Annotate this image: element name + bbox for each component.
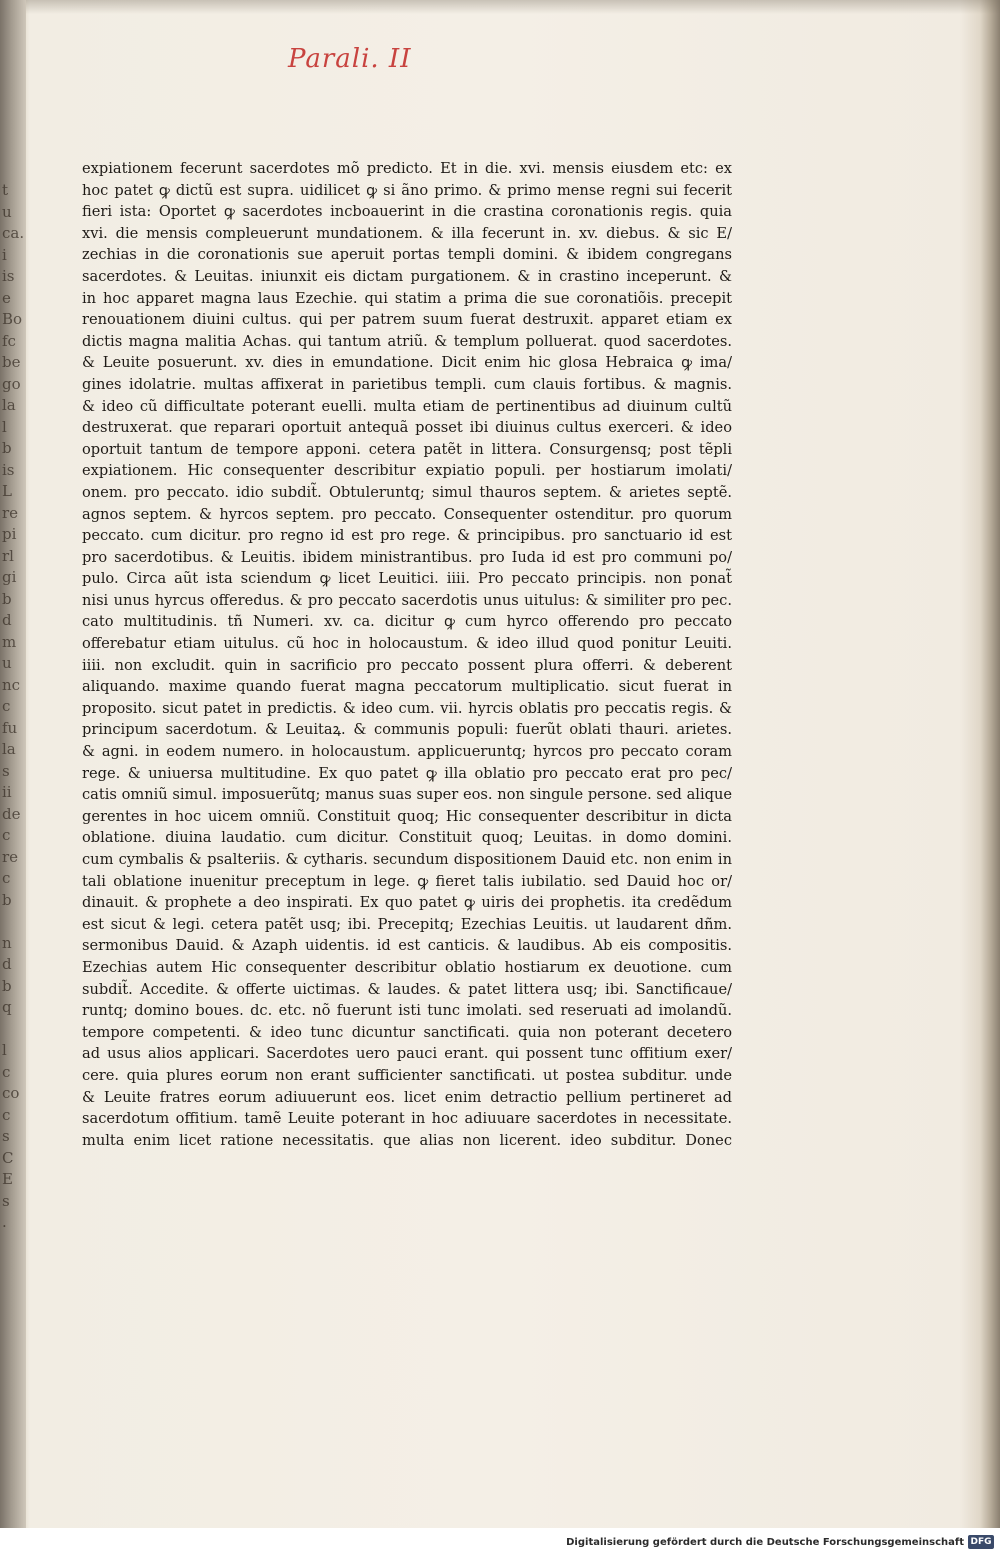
text-line: & ideo cũ difficultate poterant euelli. multa etiam de pertinentibus ad diuinum cultũ <box>82 397 732 415</box>
text-line: gerentes in hoc uicem omniũ. Constituit quoq; Hic consequenter describitur in dicta <box>82 807 732 825</box>
running-head: Parali. II <box>288 44 412 74</box>
text-line: pro sacerdotibus. & Leuitis. ibidem ministrantibus. pro Iuda id est pro communi po/ <box>82 548 732 566</box>
text-line: destruxerat. que reparari oportuit antequã posset ibi diuinus cultus exerceri. & ideo <box>82 419 732 437</box>
text-line: proposito. sicut patet in predictis. & ideo cum. vii. hyrcis oblatis pro peccatis regis. & <box>82 699 732 717</box>
text-line: sermonibus Dauid. & Azaph uidentis. id est canticis. & laudibus. Ab eis compositis. <box>82 937 732 955</box>
text-line: pulo. Circa aũt ista sciendum ꝙ licet Leuitici. iiii. Pro peccato principis. non ponat̃ <box>82 570 732 588</box>
text-line: zechias in die coronationis sue aperuit portas templi domini. & ibidem congregans <box>82 246 732 264</box>
text-line: aliquando. maxime quando fuerat magna peccatorum multiplicatio. sicut fuerat in <box>82 678 732 696</box>
text-line: multa enim licet ratione necessitatis. que alias non licerent. ideo subditur. Donec <box>82 1131 732 1149</box>
text-line: in hoc apparet magna laus Ezechie. qui statim a prima die sue coronatiõis. precepit <box>82 289 732 307</box>
text-line: sacerdotes. & Leuitas. iniunxit eis dictam purgationem. & in crastino inceperunt. & <box>82 267 732 285</box>
text-line: sacerdotum offitium. tamẽ Leuite poterant in hoc adiuuare sacerdotes in necessitate. <box>82 1110 732 1128</box>
text-line: dictis magna malitia Achas. qui tantum atriũ. & templum polluerat. quod sacerdotes. <box>82 332 732 350</box>
funding-note: Digitalisierung gefördert durch die Deutsche Forschungsgemeinschaft <box>566 1537 964 1548</box>
text-line: ad usus alios applicari. Sacerdotes uero pauci erant. qui possent tunc offitium exer/ <box>82 1045 732 1063</box>
text-line: oportuit tantum de tempore apponi. cetera patẽt in littera. Consurgensq; post tẽpli <box>82 440 732 458</box>
text-line: renouationem diuini cultus. qui per patrem suum fuerat destruxit. apparet etiam ex <box>82 311 732 329</box>
text-line: iiii. non excludit. quin in sacrificio pro peccato possent plura offerri. & deberent <box>82 656 732 674</box>
text-line: oblatione. diuina laudatio. cum dicitur. Constituit quoq; Leuitas. in domo domini. <box>82 829 732 847</box>
footer-bar <box>0 1528 1000 1556</box>
text-line: offerebatur etiam uitulus. cũ hoc in holocaustum. & ideo illud quod ponitur Leuiti. <box>82 635 732 653</box>
text-line: peccato. cum dicitur. pro regno id est pro rege. & principibus. pro sanctuario id est <box>82 527 732 545</box>
text-line: onem. pro peccato. idio subdit̃. Obtuleruntq; simul thauros septem. & arietes septẽ. <box>82 483 732 501</box>
text-line: agnos septem. & hyrcos septem. pro peccato. Consequenter ostenditur. pro quorum <box>82 505 732 523</box>
text-line: tali oblatione inuenitur preceptum in lege. ꝙ fieret talis iubilatio. sed Dauid hoc or/ <box>82 872 732 890</box>
text-line: tempore competenti. & ideo tunc dicuntur sanctificati. quia non poterant decetero <box>82 1023 732 1041</box>
facing-page-edge <box>0 0 26 1528</box>
text-line: subdit̃. Accedite. & offerte uictimas. & laudes. & patet littera usq; ibi. Sanctificaue/ <box>82 980 732 998</box>
text-line: rege. & uniuersa multitudine. Ex quo patet ꝙ illa oblatio pro peccato erat pro pec/ <box>82 764 732 782</box>
dfg-logo-icon: DFG <box>968 1535 994 1549</box>
text-line: principum sacerdotum. & Leuitaꝝ. & communis populi: fuerũt oblati thauri. arietes. <box>82 721 732 739</box>
text-line: & agni. in eodem numero. in holocaustum. applicueruntq; hyrcos pro peccato coram <box>82 743 732 761</box>
text-line: catis omniũ simul. imposuerũtq; manus suas super eos. non singule persone. sed alique <box>82 786 732 804</box>
text-line: fieri ista: Oportet ꝙ sacerdotes incboauerint in die crastina coronationis regis. quia <box>82 203 732 221</box>
text-line: xvi. die mensis compleuerunt mundationem. & illa fecerunt in. xv. diebus. & sic E/ <box>82 224 732 242</box>
text-line: cum cymbalis & psalteriis. & cytharis. secundum dispositionem Dauid etc. non enim in <box>82 851 732 868</box>
text-line: dinauit. & prophete a deo inspirati. Ex quo patet ꝙ uiris dei prophetis. ita credẽdum <box>82 894 732 912</box>
facing-page-text-fragments: t u ca. i is e Bo fc be go la l b is L re pi rl gi b d m u nc c fu la s ii de c re c b n d b q l c co c s C E s . <box>2 181 24 1231</box>
text-line: gines idolatrie. multas affixerat in parietibus templi. cum clauis fortibus. & magnis. <box>82 375 732 393</box>
text-line: runtq; domino boues. dc. etc. nõ fuerunt isti tunc imolati. sed reseruati ad imolandũ. <box>82 1002 732 1020</box>
text-line: expiationem fecerunt sacerdotes mõ predicto. Et in die. xvi. mensis eiusdem etc: ex <box>82 160 732 177</box>
body-text <box>82 158 732 1151</box>
text-line: hoc patet ꝙ dictũ est supra. uidilicet ꝙ si ãno primo. & primo mense regni sui fecerit <box>82 181 732 199</box>
text-line: & Leuite fratres eorum adiuuerunt eos. licet enim detractio pellium pertineret ad <box>82 1088 732 1106</box>
text-line: nisi unus hyrcus offeredus. & pro peccato sacerdotis unus uitulus: & similiter pro pec. <box>82 591 732 609</box>
text-line: est sicut & legi. cetera patẽt usq; ibi. Precepitq; Ezechias Leuitis. ut laudarent dñm. <box>82 915 732 933</box>
text-line: Ezechias autem Hic consequenter describitur oblatio hostiarum ex deuotione. cum <box>82 958 732 976</box>
text-line: cato multitudinis. tñ Numeri. xv. ca. dicitur ꝙ cum hyrco offerendo pro peccato <box>82 613 732 631</box>
text-line: expiationem. Hic consequenter describitur expiatio populi. per hostiarum imolati/ <box>82 462 732 480</box>
text-line: & Leuite posuerunt. xv. dies in emundatione. Dicit enim hic glosa Hebraica ꝙ ima/ <box>82 354 732 372</box>
text-line: cere. quia plures eorum non erant sufficienter sanctificati. ut postea subditur. unde <box>82 1066 732 1084</box>
